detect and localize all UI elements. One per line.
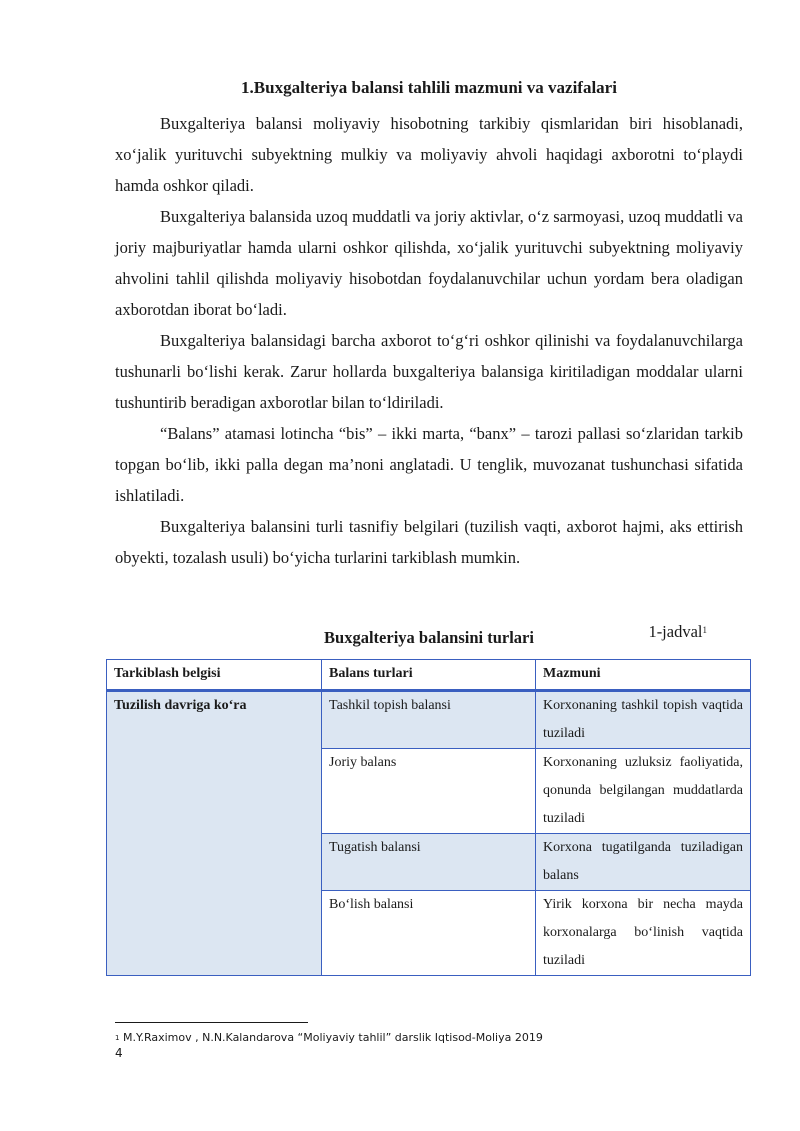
paragraph-1: Buxgalteriya balansi moliyaviy hisobotning tarkibiy qismlaridan biri hisoblanadi, xo‘jalik yurituvchi subyektning mulkiy va moliyaviy ahvoli haqidagi axborotni to‘playdi hamda oshkor qiladi. [115, 114, 743, 195]
paragraph-5: Buxgalteriya balansini turli tasnifiy belgilari (tuzilish vaqti, axborot hajmi, aks ettirish obyekti, tozalash usuli) bo‘yicha turlarini tarkiblash mumkin. [115, 517, 743, 567]
balance-type-cell: Tugatish balansi [322, 834, 536, 891]
balance-type-cell: Joriy balans [322, 749, 536, 834]
paragraph-4: “Balans” atamasi lotincha “bis” – ikki marta, “banx” – tarozi pallasi so‘zlaridan tarkib topgan bo‘lib, ikki palla degan ma’noni anglatadi. U tenglik, muvozanat tushunchasi sifatida ishlatiladi. [115, 424, 743, 505]
footnote-mark: 1 [115, 1034, 120, 1042]
balance-type-cell: Bo‘lish balansi [322, 891, 536, 976]
paragraph-2: Buxgalteriya balansida uzoq muddatli va joriy aktivlar, o‘z sarmoyasi, uzoq muddatli va joriy majburiyatlar hamda ularni oshkor qilishda, xo‘jalik yurituvchi subyektning moliyaviy ahvolini tahlil qilishda moliyaviy hisobotdan foydalanuvchilar uchun yordam bera oladigan axborotdan iborat bo‘ladi. [115, 207, 743, 319]
page-number: 4 [115, 1046, 123, 1060]
section-heading: 1.Buxgalteriya balansi tahlili mazmuni va vazifalari [241, 78, 617, 97]
table-reference-label: 1-jadval [648, 622, 703, 641]
table-row [107, 691, 751, 749]
content-cell: Korxonaning uzluksiz faoliyatida, qonunda belgilangan muddatlarda tuziladi [536, 749, 751, 834]
header-content: Mazmuni [536, 660, 751, 691]
body-text [115, 108, 743, 573]
table-header-row [107, 660, 751, 691]
footnote-reference-mark[interactable]: 1 [702, 625, 707, 635]
header-classification: Tarkiblash belgisi [107, 660, 322, 691]
paragraph-3: Buxgalteriya balansidagi barcha axborot to‘g‘ri oshkor qilinishi va foydalanuvchilarga tushunarli bo‘lishi kerak. Zarur hollarda buxgalteriya balansiga kiritiladigan moddalar ularni tushuntirib beradigan axborotlar bilan to‘ldiriladi. [115, 331, 743, 412]
balance-type-cell: Tashkil topish balansi [322, 691, 536, 749]
content-cell: Yirik korxona bir necha mayda korxonalarga bo‘linish vaqtida tuziladi [536, 891, 751, 976]
content-cell: Korxona tugatilganda tuziladigan balans [536, 834, 751, 891]
group-label-cell: Tuzilish davriga ko‘ra [107, 691, 322, 976]
footnote-text: M.Y.Raximov , N.N.Kalandarova “Moliyaviy tahlil” darslik Iqtisod-Moliya 2019 [119, 1031, 543, 1044]
footnote-divider [115, 1022, 308, 1023]
header-balance-types: Balans turlari [322, 660, 536, 691]
footnote [115, 1031, 543, 1045]
table-title: Buxgalteriya balansini turlari [324, 628, 534, 647]
balance-types-table [106, 659, 751, 976]
content-cell: Korxonaning tashkil topish vaqtida tuziladi [536, 691, 751, 749]
